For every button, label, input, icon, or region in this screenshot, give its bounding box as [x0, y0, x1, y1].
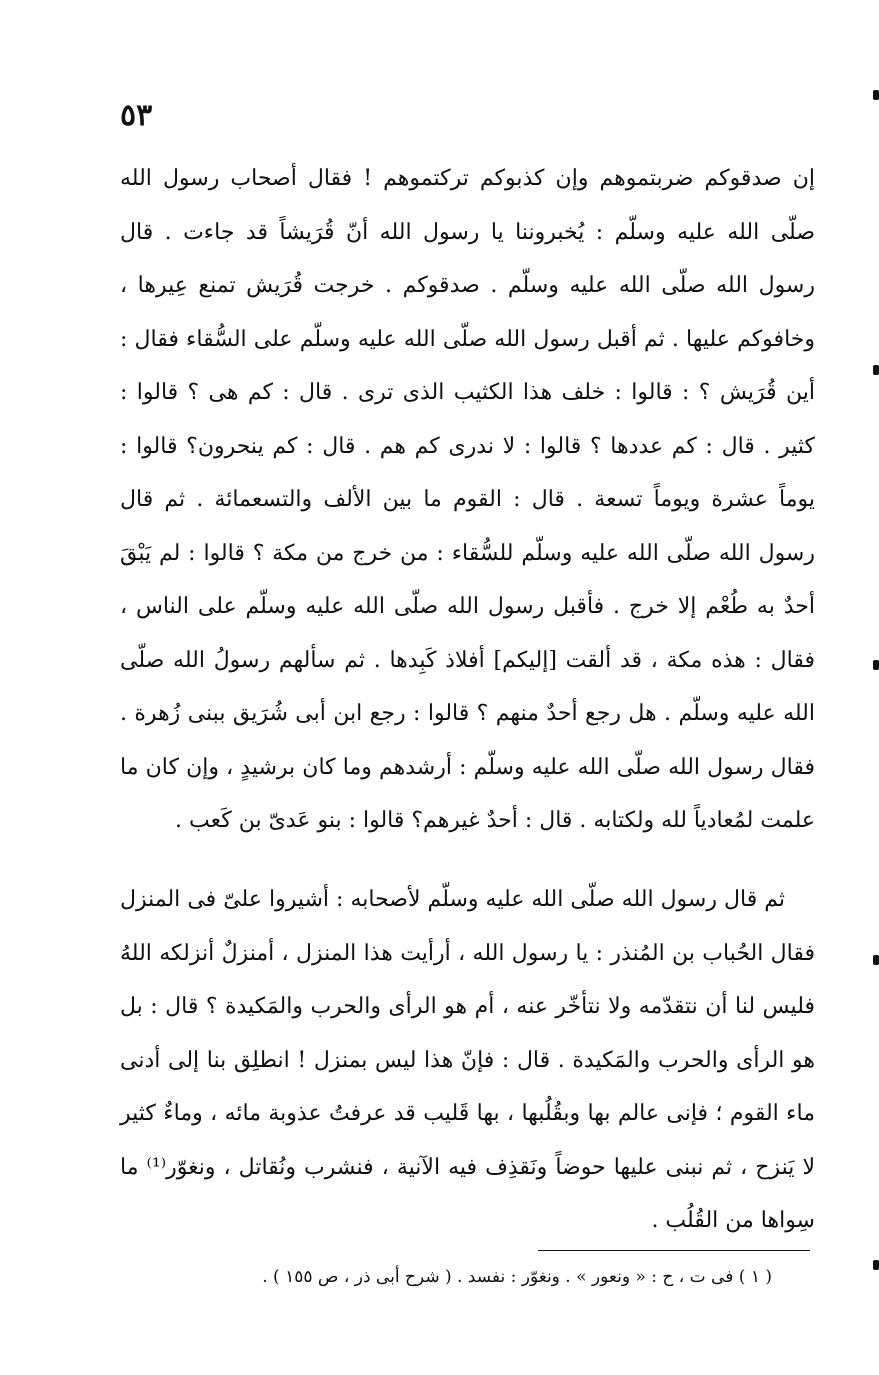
margin-mark [873, 90, 879, 100]
margin-mark [873, 365, 879, 375]
margin-mark [873, 955, 879, 965]
margin-mark [873, 1260, 879, 1270]
page-number: ٥٣ [120, 98, 153, 133]
footnote: ( ١ ) فى ت ، ح : « ونعور » . ونغوّر : نفسد . ( شرح أبى ذر ، ص ١٥٥ ) . [262, 1267, 772, 1287]
margin-mark [873, 660, 879, 670]
paragraph-1: إن صدقوكم ضربتموهم وإن كذبوكم تركتموهم ! فقال أصحاب رسول الله صلّى الله عليه وسلّم : يُخبروننا يا رسول الله أنّ قُرَيشاً قد جاءت . قال رسول الله صلّى الله عليه وسلّم . صدقوكم . خرجت قُرَيش تمنع عِيرها ، وخافوكم عليها . ثم أقبل رسول الله صلّى الله عليه وسلّم على السُّقاء فقال : أين قُرَيش ؟ : قالوا : خلف هذا الكثيب الذى ترى . قال : كم هى ؟ قالوا : كثير . قال : كم عددها ؟ قالوا : لا ندرى كم هم . قال : كم ينحرون؟ قالوا : يوماً عشرة ويوماً تسعة . قال : القوم ما بين الألف والتسعمائة . ثم قال رسول الله صلّى الله عليه وسلّم للسُّقاء : من خرج من مكة ؟ قالوا : لم يَبْقَ أحدٌ به طُعْم إلا خرج . فأقبل رسول الله صلّى الله عليه وسلّم على الناس ، فقال : هذه مكة ، قد ألقت [إليكم] أفلاذ كَبِدها . ثم سألهم رسولُ الله صلّى الله عليه وسلّم . هل رجع أحدٌ منهم ؟ قالوا : رجع ابن أبى شُرَيق ببنى زُهرة . فقال رسول الله صلّى الله عليه وسلّم : أرشدهم وما كان برشيدٍ ، وإن كان ما علمت لمُعادياً لله ولكتابه . قال : أحدٌ غيرهم؟ قالوا : بنو عَدىّ بن كَعب . [120, 166, 815, 833]
footnote-divider [538, 1250, 810, 1251]
paragraph-2: ثم قال رسول الله صلّى الله عليه وسلّم لأصحابه : أشيروا علىّ فى المنزل فقال الحُباب بن المُنذر : يا رسول الله ، أرأيت هذا المنزل ، أمنزلٌ أنزلكه اللهُ فليس لنا أن نتقدّمه ولا نتأخّر عنه ، أم هو الرأى والحرب والمَكيدة ؟ قال : بل هو الرأى والحرب والمَكيدة . قال : فإنّ هذا ليس بمنزل ! انطلِق بنا إلى أدنى ماء القوم ؛ فإنى عالم بها وبقُلُبها ، بها قَليب قد عرفتُ عذوبة مائه ، وماءٌ كثير لا يَنزح ، ثم نبنى عليها حوضاً ونَقذِف فيه الآنية ، فنشرب ونُقاتل ، ونغوّر⁽¹⁾ ما سِواها من القُلُب . [120, 887, 815, 1233]
